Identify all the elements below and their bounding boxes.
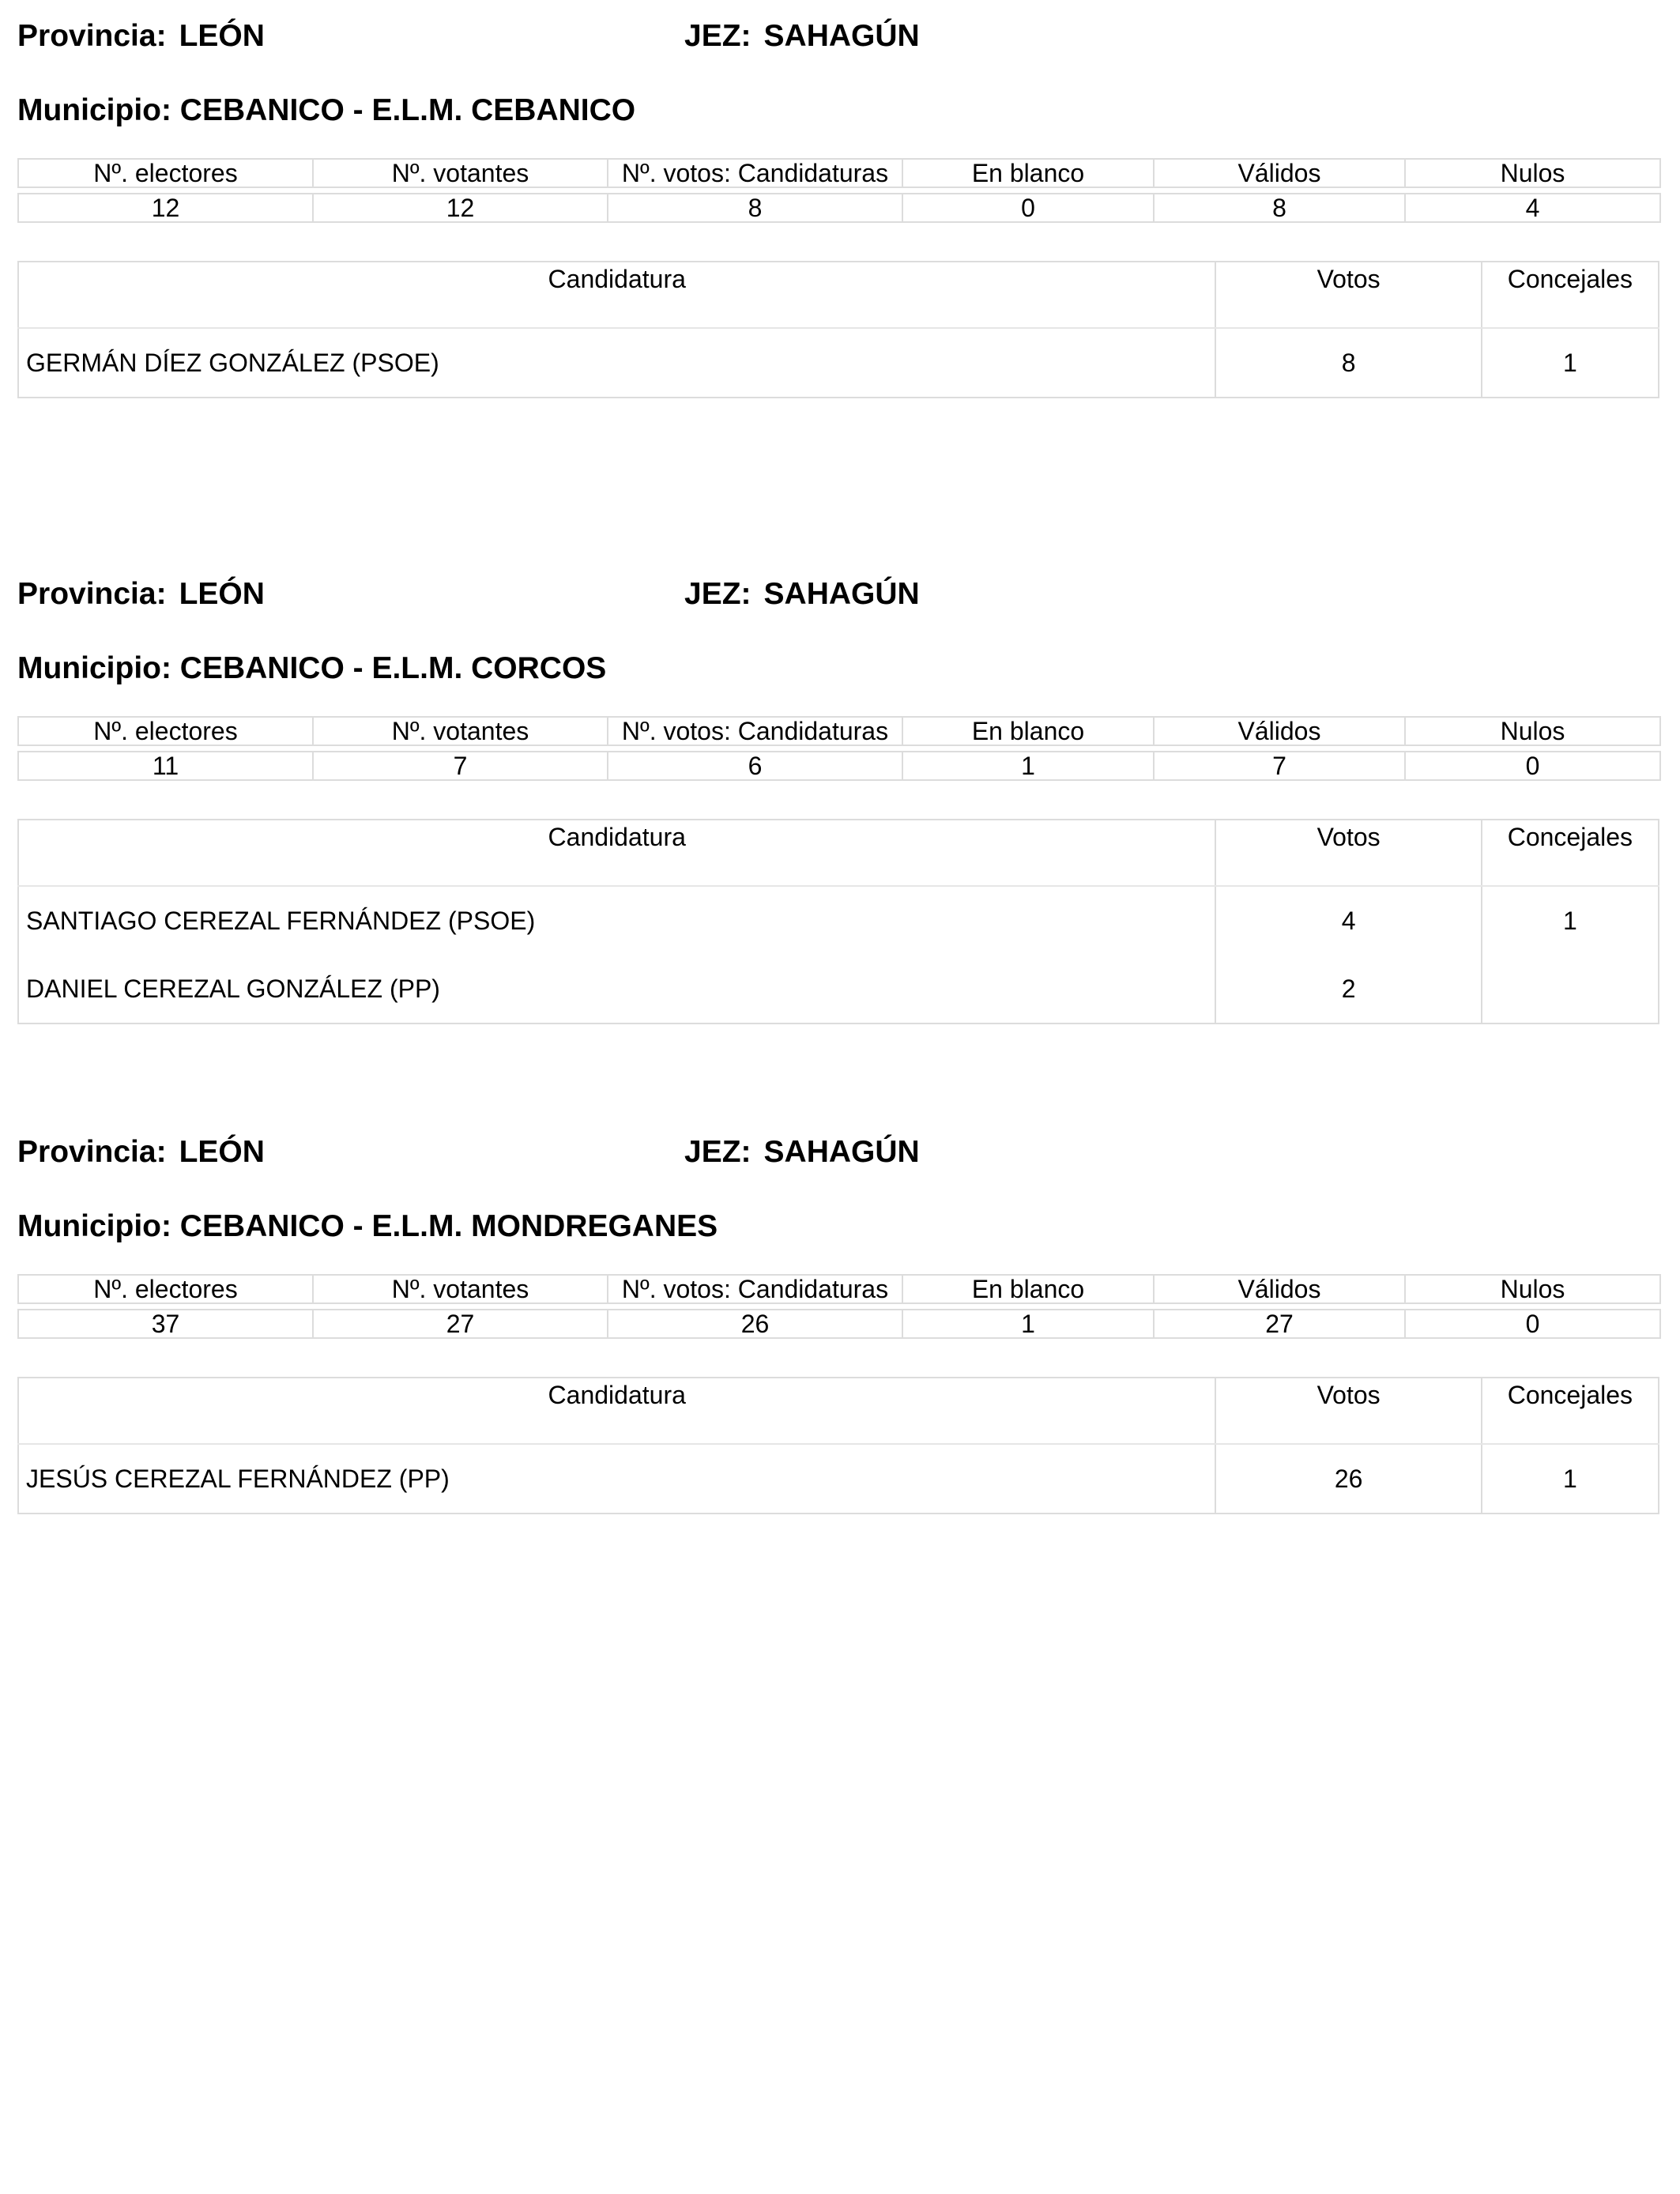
table-row [18, 328, 1659, 398]
jez-label: JEZ: [684, 19, 751, 53]
summary-header-electores: Nº. electores [18, 159, 313, 187]
municipio-title: Municipio: CEBANICO - E.L.M. CEBANICO [17, 93, 636, 127]
summary-header-row [18, 717, 1660, 745]
summary-value-row [18, 1310, 1660, 1338]
header-votos: Votos [1215, 820, 1481, 886]
summary-header-votantes: Nº. votantes [313, 1275, 608, 1303]
header-concejales: Concejales [1482, 1378, 1659, 1444]
header-candidatura: Candidatura [18, 262, 1215, 328]
header-line [17, 574, 1659, 615]
provincia-label: Provincia: [17, 19, 167, 53]
provincia-value: LEÓN [179, 1135, 265, 1169]
summary-value-votos-candidaturas: 26 [608, 1310, 902, 1338]
provincia-label: Provincia: [17, 577, 167, 611]
candidates-table [17, 261, 1659, 398]
summary-value-row [18, 194, 1660, 222]
summary-header-en-blanco: En blanco [902, 159, 1154, 187]
summary-value-votos-candidaturas: 8 [608, 194, 902, 222]
table-row [18, 955, 1659, 1023]
provincia-value: LEÓN [179, 19, 265, 53]
summary-header-nulos: Nulos [1405, 159, 1660, 187]
summary-header-votantes: Nº. votantes [313, 159, 608, 187]
summary-header-votantes: Nº. votantes [313, 717, 608, 745]
candidate-name: SANTIAGO CEREZAL FERNÁNDEZ (PSOE) [26, 907, 536, 935]
provincia-value: LEÓN [179, 577, 265, 611]
header-votos: Votos [1215, 262, 1481, 328]
summary-table [17, 1274, 1661, 1339]
header-concejales: Concejales [1482, 820, 1659, 886]
jez [684, 574, 920, 615]
summary-value-electores: 11 [18, 752, 313, 780]
summary-value-nulos: 0 [1405, 752, 1660, 780]
jez [684, 16, 920, 57]
summary-header-votos-candidaturas: Nº. votos: Candidaturas [608, 717, 902, 745]
summary-value-votantes: 27 [313, 1310, 608, 1338]
summary-value-electores: 37 [18, 1310, 313, 1338]
candidates-header-row [18, 262, 1659, 328]
table-row [18, 886, 1659, 955]
candidates-table [17, 1377, 1659, 1514]
candidate-concejales: 1 [1482, 886, 1659, 955]
jez-value: SAHAGÚN [763, 19, 920, 53]
summary-header-validos: Válidos [1154, 1275, 1405, 1303]
summary-value-en-blanco: 0 [902, 194, 1154, 222]
summary-header-en-blanco: En blanco [902, 1275, 1154, 1303]
summary-header-validos: Válidos [1154, 159, 1405, 187]
summary-value-votantes: 12 [313, 194, 608, 222]
candidate-votos: 8 [1215, 328, 1481, 398]
summary-value-row [18, 752, 1660, 780]
jez-value: SAHAGÚN [763, 577, 920, 611]
provincia [17, 1132, 265, 1173]
summary-value-nulos: 4 [1405, 194, 1660, 222]
header-concejales: Concejales [1482, 262, 1659, 328]
municipio-title: Municipio: CEBANICO - E.L.M. CORCOS [17, 651, 607, 685]
candidates-table [17, 819, 1659, 1024]
candidate-name: JESÚS CEREZAL FERNÁNDEZ (PP) [26, 1465, 450, 1493]
candidate-name: GERMÁN DÍEZ GONZÁLEZ (PSOE) [26, 349, 439, 377]
summary-header-row [18, 159, 1660, 187]
candidates-header-row [18, 820, 1659, 886]
candidate-votos: 2 [1215, 955, 1481, 1023]
summary-header-electores: Nº. electores [18, 1275, 313, 1303]
summary-header-votos-candidaturas: Nº. votos: Candidaturas [608, 1275, 902, 1303]
summary-header-nulos: Nulos [1405, 717, 1660, 745]
summary-header-validos: Válidos [1154, 717, 1405, 745]
summary-value-en-blanco: 1 [902, 752, 1154, 780]
summary-value-validos: 8 [1154, 194, 1405, 222]
summary-table [17, 716, 1661, 781]
summary-value-en-blanco: 1 [902, 1310, 1154, 1338]
jez [684, 1132, 920, 1173]
summary-table [17, 158, 1661, 223]
jez-label: JEZ: [684, 1135, 751, 1169]
candidate-concejales: 1 [1482, 1444, 1659, 1514]
summary-value-validos: 7 [1154, 752, 1405, 780]
summary-value-votos-candidaturas: 6 [608, 752, 902, 780]
candidate-votos: 4 [1215, 886, 1481, 955]
header-line [17, 16, 1659, 57]
candidate-votos: 26 [1215, 1444, 1481, 1514]
header-line [17, 1132, 1659, 1173]
jez-label: JEZ: [684, 577, 751, 611]
summary-header-electores: Nº. electores [18, 717, 313, 745]
summary-header-en-blanco: En blanco [902, 717, 1154, 745]
header-candidatura: Candidatura [18, 1378, 1215, 1444]
summary-value-validos: 27 [1154, 1310, 1405, 1338]
header-candidatura: Candidatura [18, 820, 1215, 886]
provincia [17, 574, 265, 615]
provincia [17, 16, 265, 57]
candidate-concejales: 1 [1482, 328, 1659, 398]
candidate-name: DANIEL CEREZAL GONZÁLEZ (PP) [26, 974, 440, 1003]
summary-value-votantes: 7 [313, 752, 608, 780]
jez-value: SAHAGÚN [763, 1135, 920, 1169]
provincia-label: Provincia: [17, 1135, 167, 1169]
candidate-concejales [1482, 955, 1659, 1023]
summary-header-votos-candidaturas: Nº. votos: Candidaturas [608, 159, 902, 187]
summary-value-nulos: 0 [1405, 1310, 1660, 1338]
summary-header-nulos: Nulos [1405, 1275, 1660, 1303]
summary-header-row [18, 1275, 1660, 1303]
candidates-header-row [18, 1378, 1659, 1444]
municipio-title: Municipio: CEBANICO - E.L.M. MONDREGANES [17, 1209, 718, 1243]
summary-value-electores: 12 [18, 194, 313, 222]
table-row [18, 1444, 1659, 1514]
header-votos: Votos [1215, 1378, 1481, 1444]
